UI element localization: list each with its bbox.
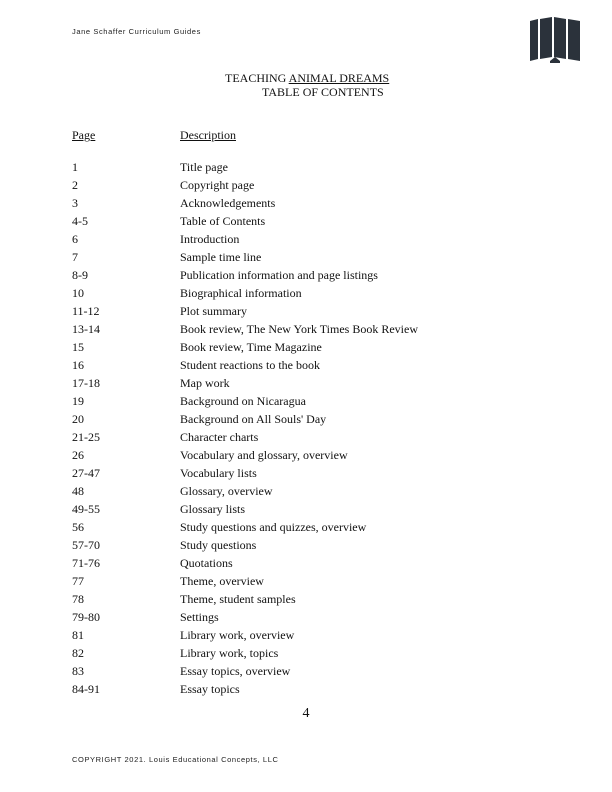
toc-description: Character charts: [180, 430, 259, 444]
toc-description: Title page: [180, 160, 228, 174]
toc-page: 1: [72, 160, 78, 174]
toc-row: [72, 322, 552, 340]
toc-row: [72, 466, 552, 484]
book-logo-icon: [530, 17, 580, 63]
toc-page: 6: [72, 232, 78, 246]
toc-page: 11-12: [72, 304, 100, 318]
toc-row: [72, 358, 552, 376]
title-prefix: TEACHING: [225, 71, 289, 85]
toc-page: 3: [72, 196, 78, 210]
title-line: [225, 72, 389, 85]
toc-page: 77: [72, 574, 84, 588]
toc-page: 7: [72, 250, 78, 264]
toc-page: 49-55: [72, 502, 100, 516]
toc-description: Table of Contents: [180, 214, 266, 228]
toc-description: Glossary lists: [180, 502, 246, 516]
toc-row: [72, 574, 552, 592]
toc-row: [72, 286, 552, 304]
toc-row: [72, 232, 552, 250]
toc-description: Vocabulary and glossary, overview: [180, 448, 348, 462]
toc-page: 84-91: [72, 682, 100, 696]
toc-page: 13-14: [72, 322, 100, 336]
toc-description: Student reactions to the book: [180, 358, 320, 372]
toc-row: [72, 448, 552, 466]
toc-page: 81: [72, 628, 84, 642]
toc-row: [72, 340, 552, 358]
toc-description: Biographical information: [180, 286, 302, 300]
toc-description: Background on Nicaragua: [180, 394, 306, 408]
book-title: ANIMAL DREAMS: [288, 71, 390, 85]
toc-page: 57-70: [72, 538, 100, 552]
toc-heading: TABLE OF CONTENTS: [262, 85, 384, 99]
toc-description: Background on All Souls' Day: [180, 412, 327, 426]
toc-page: 79-80: [72, 610, 100, 624]
toc-row: [72, 484, 552, 502]
toc-row: [72, 610, 552, 628]
toc-description: Plot summary: [180, 304, 248, 318]
page-number: 4: [302, 706, 310, 721]
toc-row: [72, 502, 552, 520]
table-of-contents: [72, 160, 552, 700]
toc-description: Book review, The New York Times Book Review: [180, 322, 419, 336]
toc-description: Publication information and page listings: [180, 268, 378, 282]
toc-row: [72, 178, 552, 196]
toc-row: [72, 250, 552, 268]
toc-description: Sample time line: [180, 250, 262, 264]
toc-row: [72, 520, 552, 538]
toc-row: [72, 412, 552, 430]
toc-page: 78: [72, 592, 84, 606]
toc-page: 71-76: [72, 556, 100, 570]
toc-page: 48: [72, 484, 84, 498]
toc-description: Copyright page: [180, 178, 255, 192]
toc-page: 2: [72, 178, 78, 192]
toc-row: [72, 682, 552, 700]
toc-description: Essay topics: [180, 682, 240, 696]
toc-row: [72, 304, 552, 322]
footer-copyright: COPYRIGHT 2021. Louis Educational Concepts, LLC: [72, 755, 279, 764]
column-header-page: Page: [72, 128, 96, 142]
toc-description: Study questions: [180, 538, 257, 552]
toc-page: 82: [72, 646, 84, 660]
toc-row: [72, 214, 552, 232]
toc-page: 8-9: [72, 268, 88, 282]
toc-page: 17-18: [72, 376, 100, 390]
toc-page: 26: [72, 448, 84, 462]
toc-description: Vocabulary lists: [180, 466, 257, 480]
toc-row: [72, 592, 552, 610]
toc-row: [72, 160, 552, 178]
toc-description: Library work, topics: [180, 646, 279, 660]
toc-row: [72, 556, 552, 574]
toc-description: Study questions and quizzes, overview: [180, 520, 367, 534]
toc-row: [72, 430, 552, 448]
toc-row: [72, 538, 552, 556]
toc-page: 27-47: [72, 466, 100, 480]
toc-page: 56: [72, 520, 84, 534]
column-header-description: Description: [180, 128, 236, 142]
header-label: Jane Schaffer Curriculum Guides: [72, 27, 201, 36]
toc-description: Library work, overview: [180, 628, 295, 642]
toc-description: Map work: [180, 376, 230, 390]
toc-row: [72, 196, 552, 214]
toc-row: [72, 394, 552, 412]
toc-description: Essay topics, overview: [180, 664, 291, 678]
toc-row: [72, 376, 552, 394]
toc-description: Book review, Time Magazine: [180, 340, 322, 354]
toc-row: [72, 664, 552, 682]
toc-page: 21-25: [72, 430, 100, 444]
toc-row: [72, 268, 552, 286]
toc-page: 19: [72, 394, 84, 408]
toc-row: [72, 628, 552, 646]
toc-description: Quotations: [180, 556, 233, 570]
toc-description: Theme, overview: [180, 574, 264, 588]
toc-page: 16: [72, 358, 84, 372]
toc-page: 4-5: [72, 214, 88, 228]
toc-page: 20: [72, 412, 84, 426]
toc-description: Settings: [180, 610, 219, 624]
toc-page: 83: [72, 664, 84, 678]
toc-description: Glossary, overview: [180, 484, 273, 498]
toc-description: Acknowledgements: [180, 196, 276, 210]
toc-page: 10: [72, 286, 84, 300]
toc-description: Theme, student samples: [180, 592, 296, 606]
toc-description: Introduction: [180, 232, 240, 246]
toc-page: 15: [72, 340, 84, 354]
toc-row: [72, 646, 552, 664]
